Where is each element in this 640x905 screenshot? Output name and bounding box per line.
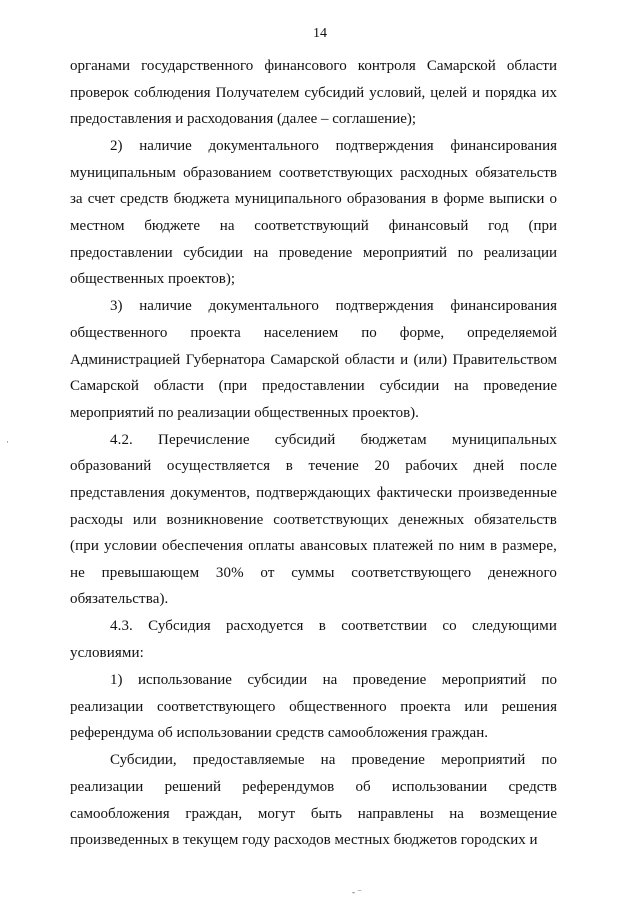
- paragraph-continuation: органами государственного финансового контроля Самарской области проверок соблюдения Получателем субсидий условий, целей и порядка их предоставления и расходования (далее – соглашение);: [70, 58, 557, 128]
- scan-artifact-mark: ‑ ⁻: [352, 887, 362, 897]
- page-number: 14: [313, 26, 327, 41]
- paragraph-self-taxation-reimbursement: Субсидии, предоставляемые на проведение мероприятий по реализации решений референдумов об использовании средств самообложения граждан, могут быть направлены на возмещение произведенных в текущем году расходов местных бюджетов городских и: [70, 752, 557, 849]
- paragraph-item-2-documentary-confirmation: 2) наличие документального подтверждения финансирования муниципальным образованием соответствующих расходных обязательств за счет средств бюджета муниципального образования в форме выписки о местном бюджете на соответствующий финансовый год (при предоставлении субсидии на проведение мероприятий по реализации общественных проектов);: [70, 138, 557, 288]
- paragraph-4-3-subsidy-conditions: 4.3. Субсидия расходуется в соответствии со следующими условиями:: [70, 618, 557, 662]
- body-text: [70, 53, 557, 854]
- paragraph-4-2-transfer-of-subsidies: 4.2. Перечисление субсидий бюджетам муниципальных образований осуществляется в течение 20 рабочих дней после представления документов, подтверждающих фактически произведенные расходы или возникновение соответствующих денежных обязательств (при условии обеспечения оплаты авансовых платежей по ним в размере, не превышающем 30% от суммы соответствующего денежного обязательства).: [70, 431, 557, 608]
- paragraph-item-3-population-financing: 3) наличие документального подтверждения финансирования общественного проекта населением по форме, определяемой Администрацией Губернатора Самарской области и (или) Правительством Самарской области (при предоставлении субсидии на проведение мероприятий по реализации общественных проектов).: [70, 298, 557, 421]
- paragraph-condition-1-use-of-subsidy: 1) использование субсидии на проведение мероприятий по реализации соответствующего общественного проекта или решения референдума об использовании средств самообложения граждан.: [70, 672, 557, 742]
- scan-artifact-mark: ·: [6, 437, 9, 447]
